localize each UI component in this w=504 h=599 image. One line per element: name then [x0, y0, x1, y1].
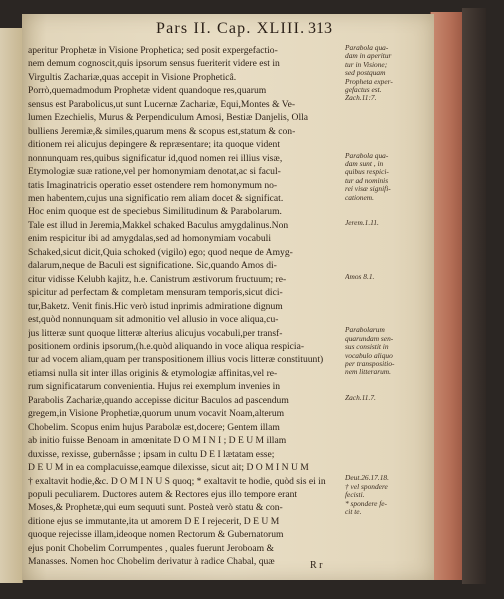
margin-note — [345, 474, 431, 516]
margin-note — [345, 152, 431, 202]
text-line: ejus ponit Chobelim Corrumpentes , quales fuerunt Jeroboam & — [28, 542, 274, 554]
margin-note-line: dam sunt , in — [345, 160, 384, 168]
text-line: populi peculiarem. Ductores autem & Rectores ejus illo tempore erant — [28, 488, 298, 500]
margin-note-line: tur in Visione; — [345, 60, 388, 69]
margin-note-line: vocabulo aliquo — [345, 351, 393, 360]
signature-mark: R r — [310, 560, 323, 571]
text-line: aperitur Prophetæ in Visione Prophetica; sed posit expergefactio- — [28, 45, 278, 56]
text-line: lumen Ezechielis, Murus & Perpendiculum Amosi, Bestiæ Danjelis, Olla — [28, 112, 309, 124]
text-line: ab initio fuisse Benoam in amœnitate D O M I N I ; D E U M illam — [28, 435, 287, 447]
text-line: † exaltavit hodie,&c. D O M I N U S quoq; * exaltavit te hodie, quòd sis ei in — [28, 475, 326, 487]
book-page — [22, 14, 434, 580]
margin-note-line: quarundam sen- — [345, 334, 394, 343]
margin-note-line: gefactus est. — [345, 86, 382, 95]
margin-note-line: Deut.26.17.18. — [345, 474, 389, 483]
text-line: Porrò,quemadmodum Prophetæ vident quandoque res,quarum — [28, 85, 267, 97]
margin-note-line: Zach.11:7. — [345, 94, 377, 103]
text-line: bulliens Jeremiæ,& similes,quarum mens & scopus est,statum & con- — [28, 125, 296, 137]
text-line: tur,Baketz. Venit finis.Hic verò istud inprimis admiratione dignum — [28, 300, 283, 312]
margin-note-line: nem litterarum. — [345, 368, 391, 377]
text-line: rum significatarum convenientia. Hujus rei exemplum invenies in — [28, 381, 281, 393]
text-line: etiamsi nulla sit inter illas originis & etymologiæ affinitas,vel re- — [28, 367, 278, 379]
text-line: ditionem rei alicujus depingere & repræsentare; ita quoque vident — [28, 139, 281, 151]
running-head: Pars II. Cap. XLIII. — [156, 20, 306, 37]
text-line: tatis Imaginatricis operatio esset ostendere rem homonymum no- — [28, 179, 278, 191]
margin-note-line: sed postquam — [345, 69, 386, 78]
text-line: Schaked,sicut dicit,Quia schoked (vigilo) ego; quod neque de Amyg- — [28, 246, 293, 258]
main-text-column — [28, 44, 340, 569]
text-line: D E U M in ea complacuisse,eamque dilexisse, sicut ait; D O M I N U M — [28, 462, 309, 474]
text-line: dalarum,neque de Baculi est significatione. Sic,quando Amos di- — [28, 260, 277, 272]
text-line: tur ad vocem aliam,quam per transpositionem illius vocis litteræ constituunt) — [28, 354, 324, 366]
margin-note-line: Parabola qua- — [345, 44, 389, 52]
margin-note-line: fecisti. — [345, 491, 365, 500]
text-line: Tale est illud in Jeremia,Makkel schaked Baculus amygdalinus.Non — [28, 219, 289, 231]
facing-page-edge — [0, 28, 23, 583]
margin-note — [345, 326, 431, 376]
text-line: Virgultis Zachariæ,quas accepit in Visione Propheticâ. — [28, 71, 237, 83]
text-line: men habentem,cujus una significatio rem aliam docet & significat. — [28, 192, 284, 204]
text-line: Etymologiæ suæ ratione,vel per homonymiam denotat,ac si facul- — [28, 166, 281, 178]
book-cover — [462, 8, 486, 584]
text-line: nonnunquam res,quibus significatur id,quod nomen rei illius visæ, — [28, 152, 283, 164]
page-number: 313 — [308, 20, 332, 37]
margin-note-line: Propheta exper- — [345, 77, 393, 86]
text-line: spicitur ad perfectam & completam mensuram temporis,sicut dici- — [28, 287, 283, 299]
text-line: citur vidisse Kelubh kajitz, h.e. Canistrum æstivorum fructuum; re- — [28, 273, 287, 285]
margin-note-line: rei visæ signifi- — [345, 185, 391, 194]
text-line: nem demum cognoscit,quis ipsorum sensus fueriterit videre est in — [28, 58, 280, 70]
margin-note-line: dam in aperitur — [345, 52, 392, 61]
text-line: est,quòd nonnunquam sit admonitio vel allusio in voce aliqua,cu- — [28, 314, 279, 326]
margin-note-line: per transpositio- — [345, 360, 395, 369]
text-line: positionem ordinis ipsorum,(h.e.quòd aliquando in voce aliqua respicia- — [28, 340, 305, 352]
text-line: ditione ejus se immutante,ita ut amorem D E I rejecerit, D E U M — [28, 515, 280, 527]
margin-note-line: Zach.11.7. — [345, 393, 376, 402]
margin-note-line: cationem. — [345, 193, 374, 202]
text-line: Hoc enim quoque est de speciebus Similitudinum & Parabolarum. — [28, 206, 282, 218]
text-line: Chobelim. Scopus enim hujus Parabolæ est,docere; Gentem illam — [28, 421, 280, 433]
text-line: jus litteræ sunt quoque litteræ alterius alicujus vocabuli,per transf- — [28, 327, 283, 339]
text-line: Parabolis Zachariæ,quando accepisse dicitur Baculos ad pascendum — [28, 394, 289, 406]
margin-note-line: quibus respici- — [345, 168, 389, 177]
margin-note-line: Parabola qua- — [345, 151, 389, 160]
margin-note-line: Amos 8.1. — [345, 272, 375, 281]
margin-note-line: Parabolarum — [345, 326, 385, 335]
margin-note-line: Jerem.1.11. — [345, 218, 379, 227]
margin-note-line: cit te. — [345, 508, 362, 517]
margin-note — [345, 273, 431, 281]
page-header — [22, 20, 434, 44]
text-line: duxisse, rexisse, gubernâsse ; ipsam in cultu D E I lætatam esse; — [28, 448, 275, 460]
margin-note-line: * spondere fe- — [345, 499, 388, 508]
text-line: quoque rejecisse illam,ideoque nomen Rectorum & Gubernatorum — [28, 529, 284, 541]
margin-note — [345, 394, 431, 402]
text-line: Manasses. Nomen hoc Chobelim derivatur à radice Chabal, quæ — [28, 556, 275, 568]
margin-note-line: † vel spondere — [345, 482, 388, 491]
page-edge-stain — [430, 12, 463, 580]
margin-note-line: sus consistit in — [345, 343, 389, 352]
margin-note — [345, 219, 431, 227]
text-line: Moses,& Prophetæ,qui eum sequuti sunt. Posteà verò statu & con- — [28, 502, 283, 514]
text-line: gregem,in Visione Prophetiæ,quorum unum vocavit Noam,alterum — [28, 408, 285, 420]
text-line: enim respicitur ibi ad amygdalas,sed ad homonymiam vocabuli — [28, 233, 271, 245]
margin-note — [345, 44, 431, 103]
text-line: sensus est Parabolicus,ut sunt Lucernæ Zachariæ, Equi,Montes & Ve- — [28, 98, 296, 110]
margin-note-line: tur ad nominis — [345, 176, 389, 185]
